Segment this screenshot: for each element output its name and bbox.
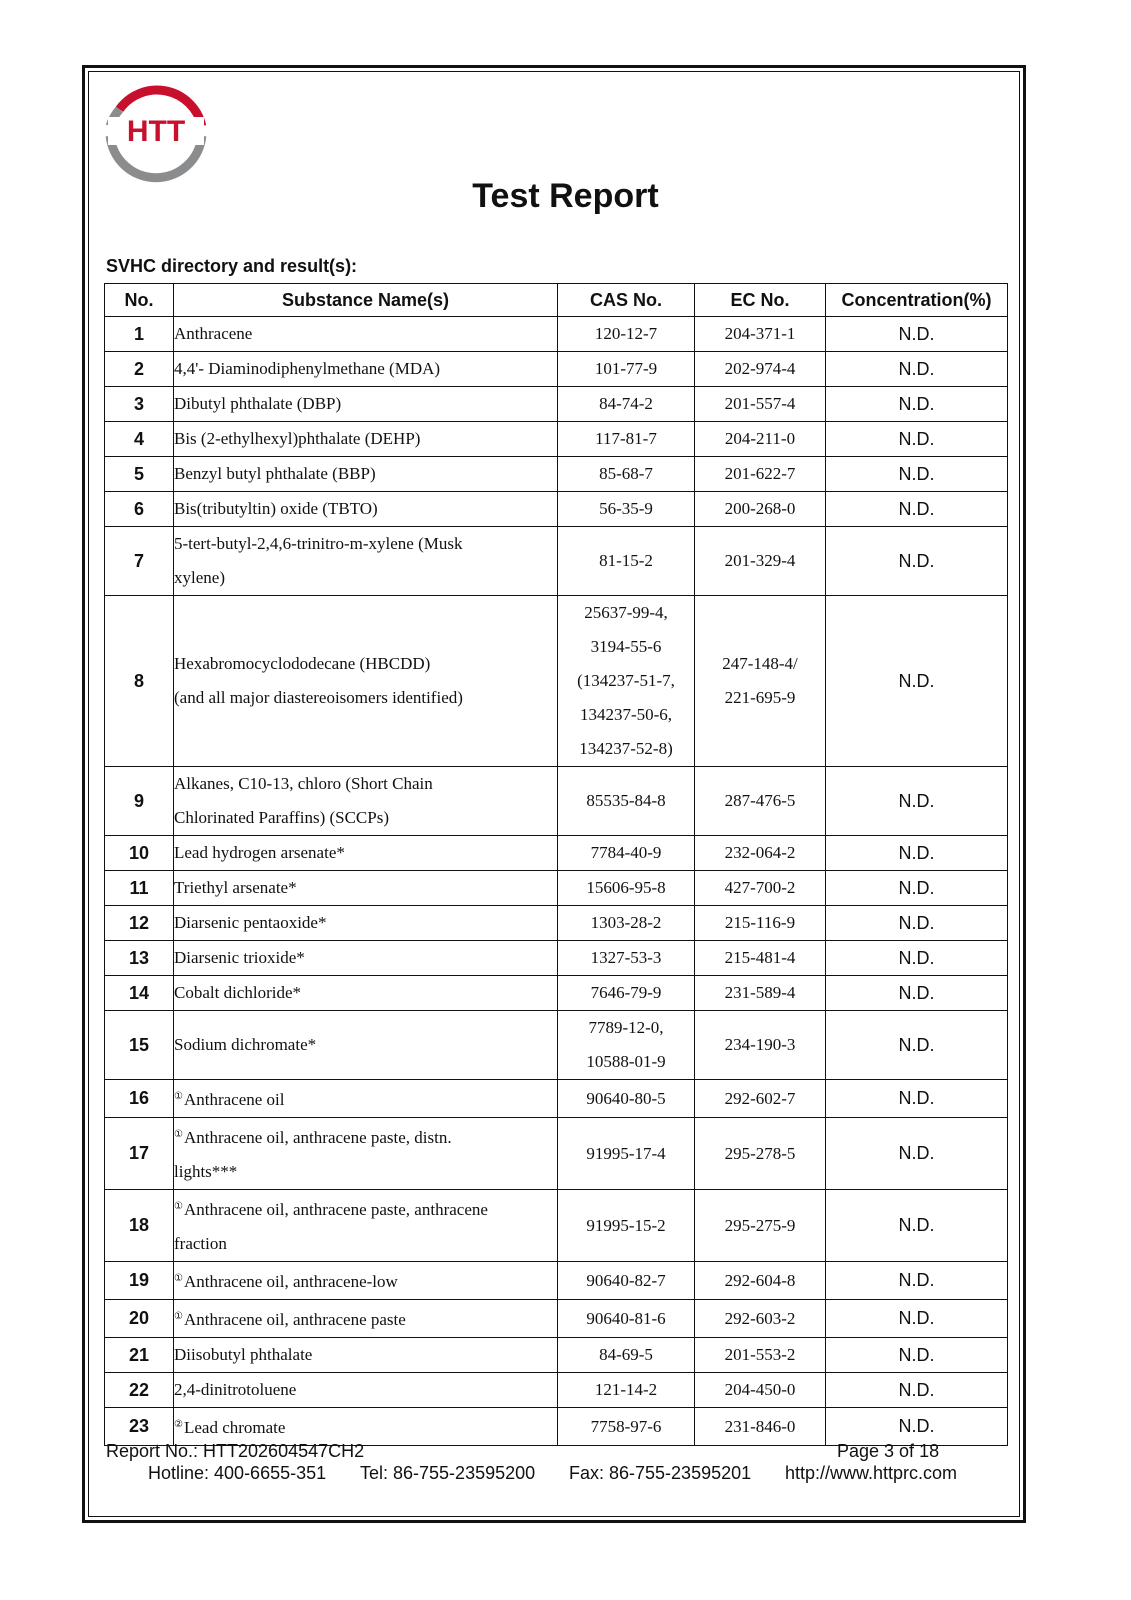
- substance-name-line: Sodium dichromate*: [174, 1035, 317, 1054]
- htt-logo: [104, 79, 208, 183]
- cas-no-line: 7784-40-9: [590, 843, 662, 862]
- hotline: Hotline: 400-6655-351: [148, 1463, 327, 1483]
- telephone: Tel: 86-755-23595200: [360, 1463, 536, 1483]
- substance-name-line: Alkanes, C10-13, chloro (Short Chain: [174, 774, 433, 793]
- ec-no-line: 201-557-4: [724, 394, 796, 413]
- cas-no-line: 84-74-2: [599, 394, 653, 413]
- ec-no-line: 292-603-2: [724, 1308, 796, 1328]
- cell-ec-no: [695, 1408, 826, 1446]
- cell-no: 20: [105, 1300, 174, 1338]
- cell-substance-name: [174, 596, 558, 767]
- ec-no-line: 201-553-2: [724, 1345, 796, 1364]
- cell-substance-name: [174, 767, 558, 836]
- ec-no-line: 234-190-3: [724, 1035, 796, 1054]
- cell-cas-no: [558, 1011, 695, 1080]
- table-row: [105, 1011, 1008, 1080]
- table-row: [105, 352, 1008, 387]
- table-row: [105, 317, 1008, 352]
- table-row: [105, 1300, 1008, 1338]
- cell-ec-no: [695, 352, 826, 387]
- ec-no-line: 292-602-7: [724, 1088, 796, 1108]
- cell-ec-no: [695, 422, 826, 457]
- cell-ec-no: [695, 596, 826, 767]
- cell-cas-no: [558, 596, 695, 767]
- cell-concentration: N.D.: [826, 1080, 1008, 1118]
- substance-name-line: lights***: [174, 1162, 238, 1181]
- cell-ec-no: [695, 871, 826, 906]
- cell-no: 14: [105, 976, 174, 1011]
- ec-no-line: 204-371-1: [724, 324, 796, 343]
- cell-concentration: N.D.: [826, 1190, 1008, 1262]
- cas-no-line: 7646-79-9: [590, 983, 662, 1002]
- cas-no-line: 81-15-2: [599, 551, 653, 570]
- table-row: [105, 527, 1008, 596]
- cell-cas-no: [558, 317, 695, 352]
- cas-no-line: 7758-97-6: [590, 1416, 662, 1436]
- cas-no-line: 15606-95-8: [586, 878, 666, 897]
- cell-cas-no: [558, 871, 695, 906]
- ec-no-line: 295-275-9: [724, 1215, 796, 1235]
- cell-ec-no: [695, 941, 826, 976]
- cell-substance-name: [174, 422, 558, 457]
- header-no: No.: [105, 284, 174, 317]
- substance-name-line: Anthracene oil, anthracene paste, distn.: [183, 1128, 452, 1147]
- cell-cas-no: [558, 1338, 695, 1373]
- cell-substance-name: [174, 906, 558, 941]
- cell-substance-name: [174, 836, 558, 871]
- cell-ec-no: [695, 906, 826, 941]
- cell-ec-no: [695, 1011, 826, 1080]
- cell-cas-no: [558, 387, 695, 422]
- cell-ec-no: [695, 976, 826, 1011]
- cell-concentration: N.D.: [826, 1338, 1008, 1373]
- cell-concentration: N.D.: [826, 767, 1008, 836]
- cell-concentration: N.D.: [826, 352, 1008, 387]
- ec-no-line: 292-604-8: [724, 1270, 796, 1290]
- cell-no: 18: [105, 1190, 174, 1262]
- cell-ec-no: [695, 1300, 826, 1338]
- cell-no: 16: [105, 1080, 174, 1118]
- cell-no: 2: [105, 352, 174, 387]
- substance-name-line: Bis(tributyltin) oxide (TBTO): [174, 499, 378, 518]
- cell-cas-no: [558, 1190, 695, 1262]
- report-number: Report No.: HTT202604547CH2: [106, 1441, 365, 1461]
- ec-no-line: 287-476-5: [724, 791, 796, 810]
- substance-name-line: Anthracene oil, anthracene paste, anthracene: [183, 1200, 488, 1219]
- cell-no: 15: [105, 1011, 174, 1080]
- cell-concentration: N.D.: [826, 871, 1008, 906]
- page-number: Page 3 of 18: [837, 1441, 940, 1461]
- ec-no-line: 204-211-0: [724, 429, 796, 448]
- cell-no: 11: [105, 871, 174, 906]
- substance-name-line: 5-tert-butyl-2,4,6-trinitro-m-xylene (Musk: [174, 534, 463, 553]
- ec-no-line: 200-268-0: [724, 499, 796, 518]
- substance-name-line: Cobalt dichloride*: [174, 983, 302, 1002]
- substance-name-line: Hexabromocyclododecane (HBCDD): [174, 654, 431, 673]
- cell-substance-name: [174, 1190, 558, 1262]
- ec-no-line: 295-278-5: [724, 1143, 796, 1163]
- cas-no-line: 90640-82-7: [586, 1270, 666, 1290]
- substance-name-line: Diarsenic pentaoxide*: [174, 913, 327, 932]
- cell-concentration: N.D.: [826, 317, 1008, 352]
- ec-no-line: 221-695-9: [724, 688, 796, 707]
- cell-ec-no: [695, 1080, 826, 1118]
- cas-no-line: 84-69-5: [599, 1345, 653, 1364]
- substance-name-line: Bis (2-ethylhexyl)phthalate (DEHP): [174, 429, 421, 448]
- cell-concentration: N.D.: [826, 1011, 1008, 1080]
- cell-substance-name: [174, 317, 558, 352]
- cas-no-line: (134237-51-7,: [577, 671, 675, 690]
- cell-ec-no: [695, 317, 826, 352]
- cell-cas-no: [558, 941, 695, 976]
- substance-name-line: Lead hydrogen arsenate*: [174, 843, 345, 862]
- cell-substance-name: [174, 387, 558, 422]
- cell-substance-name: [174, 352, 558, 387]
- cas-no-line: 7789-12-0,: [588, 1018, 664, 1037]
- svhc-table: [104, 283, 1008, 1446]
- cell-concentration: N.D.: [826, 976, 1008, 1011]
- cell-concentration: N.D.: [826, 906, 1008, 941]
- table-row: [105, 1190, 1008, 1262]
- cell-cas-no: [558, 457, 695, 492]
- cell-no: 9: [105, 767, 174, 836]
- cell-concentration: N.D.: [826, 422, 1008, 457]
- cell-ec-no: [695, 387, 826, 422]
- cell-ec-no: [695, 1262, 826, 1300]
- cell-concentration: N.D.: [826, 1262, 1008, 1300]
- cell-cas-no: [558, 767, 695, 836]
- footnote-marker: ①: [174, 1129, 183, 1140]
- cas-no-line: 90640-81-6: [586, 1308, 666, 1328]
- cas-no-line: 85-68-7: [599, 464, 653, 483]
- cell-concentration: N.D.: [826, 1300, 1008, 1338]
- cell-substance-name: [174, 492, 558, 527]
- footnote-marker: ②: [174, 1419, 183, 1430]
- cell-no: 1: [105, 317, 174, 352]
- table-row: [105, 1262, 1008, 1300]
- table-row: [105, 906, 1008, 941]
- cell-substance-name: [174, 1408, 558, 1446]
- cell-substance-name: [174, 457, 558, 492]
- cas-no-line: 10588-01-9: [586, 1052, 666, 1071]
- table-body: [105, 317, 1008, 1446]
- cell-ec-no: [695, 457, 826, 492]
- table-row: [105, 1373, 1008, 1408]
- footnote-marker: ①: [174, 1273, 183, 1284]
- ec-no-line: 215-481-4: [724, 948, 796, 967]
- table-row: [105, 492, 1008, 527]
- ec-no-line: 204-450-0: [724, 1380, 796, 1399]
- cas-no-line: 91995-17-4: [586, 1143, 666, 1163]
- substance-name-line: Dibutyl phthalate (DBP): [174, 394, 342, 413]
- cell-cas-no: [558, 422, 695, 457]
- table-row: [105, 1408, 1008, 1446]
- substance-name-line: Diarsenic trioxide*: [174, 948, 305, 967]
- table-row: [105, 387, 1008, 422]
- cas-no-line: 117-81-7: [595, 429, 657, 448]
- cell-no: 5: [105, 457, 174, 492]
- ec-no-line: 201-329-4: [724, 551, 796, 570]
- substance-name-line: 4,4'- Diaminodiphenylmethane (MDA): [174, 359, 441, 378]
- cell-concentration: N.D.: [826, 1373, 1008, 1408]
- header-ec-no: EC No.: [695, 284, 826, 317]
- substance-name-line: (and all major diastereoisomers identified): [174, 688, 463, 707]
- cell-cas-no: [558, 1118, 695, 1190]
- cell-concentration: N.D.: [826, 1118, 1008, 1190]
- logo-text: HTT: [126, 115, 186, 148]
- cell-no: 19: [105, 1262, 174, 1300]
- cell-concentration: N.D.: [826, 596, 1008, 767]
- cell-concentration: N.D.: [826, 1408, 1008, 1446]
- substance-name-line: Triethyl arsenate*: [174, 878, 297, 897]
- cell-substance-name: [174, 1300, 558, 1338]
- cas-no-line: 121-14-2: [594, 1380, 658, 1399]
- cell-concentration: N.D.: [826, 387, 1008, 422]
- cas-no-line: 120-12-7: [594, 324, 658, 343]
- cell-no: 3: [105, 387, 174, 422]
- cell-substance-name: [174, 871, 558, 906]
- header-substance-name: Substance Name(s): [174, 284, 558, 317]
- substance-name-line: xylene): [174, 568, 225, 587]
- cas-no-line: 91995-15-2: [586, 1215, 666, 1235]
- cell-ec-no: [695, 836, 826, 871]
- substance-name-line: Anthracene oil: [183, 1090, 285, 1109]
- cas-no-line: 101-77-9: [594, 359, 658, 378]
- cell-ec-no: [695, 492, 826, 527]
- cell-no: 23: [105, 1408, 174, 1446]
- cell-cas-no: [558, 352, 695, 387]
- cell-substance-name: [174, 1338, 558, 1373]
- table-row: [105, 1080, 1008, 1118]
- page-title: Test Report: [472, 177, 659, 215]
- cas-no-line: 134237-50-6,: [579, 705, 673, 724]
- footnote-marker: ①: [174, 1201, 183, 1212]
- ec-no-line: 202-974-4: [724, 359, 796, 378]
- cell-cas-no: [558, 1300, 695, 1338]
- footnote-marker: ①: [174, 1311, 183, 1322]
- cell-cas-no: [558, 976, 695, 1011]
- substance-name-line: Chlorinated Paraffins) (SCCPs): [174, 808, 390, 827]
- cell-substance-name: [174, 941, 558, 976]
- fax: Fax: 86-755-23595201: [569, 1463, 752, 1483]
- cell-substance-name: [174, 1011, 558, 1080]
- header-concentration: Concentration(%): [826, 284, 1008, 317]
- substance-name-line: Lead chromate: [183, 1418, 286, 1437]
- cell-ec-no: [695, 527, 826, 596]
- table-row: [105, 596, 1008, 767]
- cell-cas-no: [558, 492, 695, 527]
- cell-no: 4: [105, 422, 174, 457]
- cell-cas-no: [558, 527, 695, 596]
- ec-no-line: 427-700-2: [724, 878, 796, 897]
- cell-no: 21: [105, 1338, 174, 1373]
- substance-name-line: Benzyl butyl phthalate (BBP): [174, 464, 376, 483]
- substance-name-line: Anthracene oil, anthracene paste: [183, 1310, 406, 1329]
- cell-concentration: N.D.: [826, 941, 1008, 976]
- cell-ec-no: [695, 767, 826, 836]
- table-row: [105, 1338, 1008, 1373]
- cell-substance-name: [174, 1118, 558, 1190]
- cell-no: 7: [105, 527, 174, 596]
- cas-no-line: 25637-99-4,: [584, 603, 668, 622]
- cell-concentration: N.D.: [826, 457, 1008, 492]
- cell-substance-name: [174, 1262, 558, 1300]
- section-title: SVHC directory and result(s):: [106, 256, 358, 276]
- table-row: [105, 457, 1008, 492]
- table-row: [105, 836, 1008, 871]
- cell-concentration: N.D.: [826, 492, 1008, 527]
- cell-substance-name: [174, 1080, 558, 1118]
- cell-concentration: N.D.: [826, 527, 1008, 596]
- substance-name-line: Anthracene oil, anthracene-low: [183, 1272, 398, 1291]
- ec-no-line: 231-846-0: [724, 1416, 796, 1436]
- ec-no-line: 201-622-7: [724, 464, 796, 483]
- cell-no: 10: [105, 836, 174, 871]
- substance-name-line: Anthracene: [174, 324, 253, 343]
- cell-ec-no: [695, 1373, 826, 1408]
- cell-ec-no: [695, 1118, 826, 1190]
- cas-no-line: 85535-84-8: [586, 791, 666, 810]
- cell-cas-no: [558, 1262, 695, 1300]
- table-row: [105, 1118, 1008, 1190]
- ec-no-line: 247-148-4/: [722, 654, 798, 673]
- cell-ec-no: [695, 1338, 826, 1373]
- cell-cas-no: [558, 1080, 695, 1118]
- cell-no: 6: [105, 492, 174, 527]
- cell-substance-name: [174, 527, 558, 596]
- cell-ec-no: [695, 1190, 826, 1262]
- footnote-marker: ①: [174, 1091, 183, 1102]
- ec-no-line: 231-589-4: [724, 983, 796, 1002]
- cas-no-line: 134237-52-8): [579, 739, 673, 758]
- cell-substance-name: [174, 976, 558, 1011]
- table-row: [105, 422, 1008, 457]
- cas-no-line: 3194-55-6: [590, 637, 662, 656]
- cell-cas-no: [558, 906, 695, 941]
- cell-cas-no: [558, 1408, 695, 1446]
- cell-no: 8: [105, 596, 174, 767]
- table-row: [105, 767, 1008, 836]
- cas-no-line: 90640-80-5: [586, 1088, 666, 1108]
- substance-name-line: fraction: [174, 1234, 227, 1253]
- cell-cas-no: [558, 1373, 695, 1408]
- cell-substance-name: [174, 1373, 558, 1408]
- table-header-row: [105, 284, 1008, 317]
- cas-no-line: 1303-28-2: [590, 913, 662, 932]
- ec-no-line: 232-064-2: [724, 843, 796, 862]
- cas-no-line: 56-35-9: [599, 499, 653, 518]
- substance-name-line: Diisobutyl phthalate: [174, 1345, 313, 1364]
- cell-no: 17: [105, 1118, 174, 1190]
- website-link[interactable]: http://www.httprc.com: [785, 1463, 958, 1483]
- header-cas-no: CAS No.: [558, 284, 695, 317]
- cell-no: 13: [105, 941, 174, 976]
- table-row: [105, 871, 1008, 906]
- cell-no: 22: [105, 1373, 174, 1408]
- cell-cas-no: [558, 836, 695, 871]
- cell-concentration: N.D.: [826, 836, 1008, 871]
- substance-name-line: 2,4-dinitrotoluene: [174, 1380, 297, 1399]
- cell-no: 12: [105, 906, 174, 941]
- table-row: [105, 976, 1008, 1011]
- ec-no-line: 215-116-9: [724, 913, 796, 932]
- cas-no-line: 1327-53-3: [590, 948, 662, 967]
- table-row: [105, 941, 1008, 976]
